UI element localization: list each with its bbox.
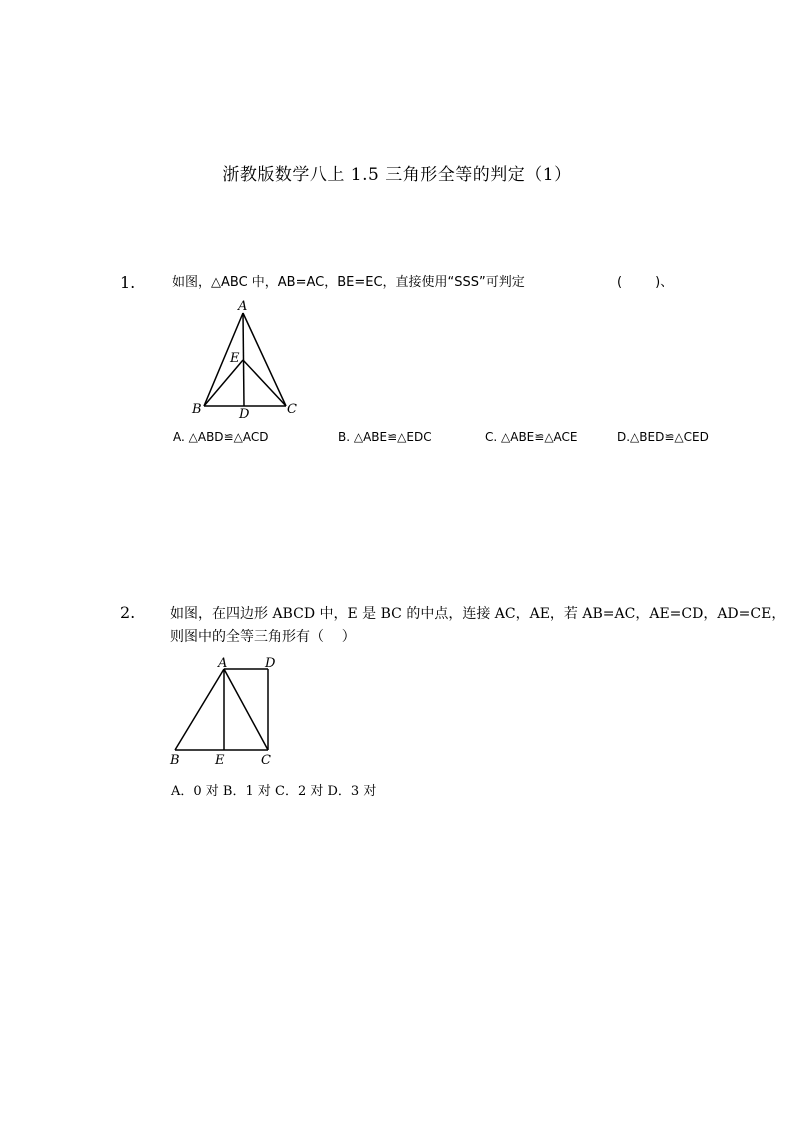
label-a: A (218, 656, 228, 671)
segment-ac (224, 669, 268, 750)
segment-ac (243, 313, 286, 406)
segment-be (204, 360, 243, 406)
question-2-stem-line-1: 如图，在四边形 ABCD 中，E 是 BC 的中点，连接 AC，AE，若 AB=AC，AE=CD，AD=CE， (170, 606, 786, 622)
question-2-stem-line-2: 则图中的全等三角形有（ ） (170, 629, 356, 645)
question-1-figure (185, 296, 310, 421)
question-1-option-d: D.△BED≌△CED (617, 430, 709, 444)
label-b: B (170, 753, 180, 768)
label-b: B (192, 402, 202, 417)
question-1-option-a: A. △ABD≌△ACD (173, 430, 269, 444)
label-d: D (265, 656, 276, 671)
question-1-option-b: B. △ABE≌△EDC (338, 430, 432, 444)
segment-ab (175, 669, 224, 750)
question-1-option-c: C. △ABE≌△ACE (485, 430, 578, 444)
segment-ad (243, 313, 244, 406)
label-a: A (238, 299, 248, 314)
question-2-number: 2. (120, 603, 136, 622)
question-1-number: 1. (120, 273, 136, 292)
label-e: E (230, 351, 240, 366)
question-2-figure (165, 652, 290, 772)
question-1-stem: 如图，△ABC 中，AB=AC，BE=EC，直接使用“SSS”可判定 (172, 275, 525, 290)
label-e: E (215, 753, 225, 768)
question-2-options: A．0 对 B．1 对 C．2 对 D．3 对 (171, 784, 377, 799)
segment-ce (243, 360, 286, 406)
label-c: C (287, 402, 297, 417)
label-c: C (261, 753, 271, 768)
label-d: D (239, 407, 250, 421)
question-1-blank: ( )、 (617, 275, 674, 290)
page-title: 浙教版数学八上 1.5 三角形全等的判定（1） (222, 165, 572, 185)
